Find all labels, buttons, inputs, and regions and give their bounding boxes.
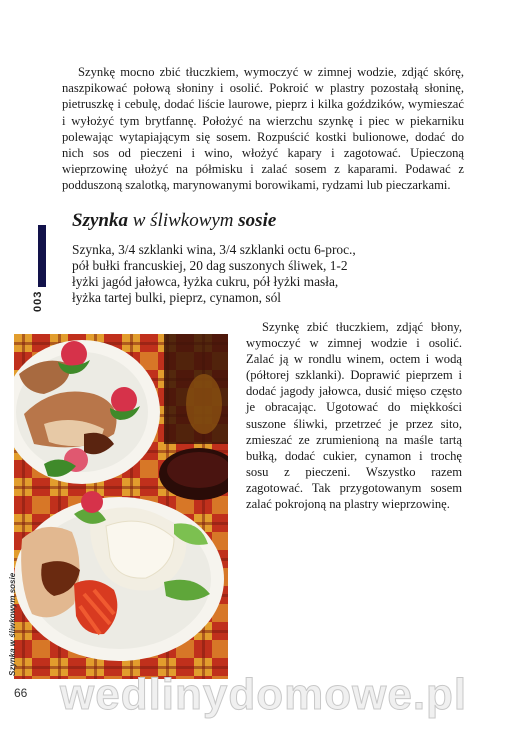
ingredients-line: łyżka tartej bulki, pieprz, cynamon, sól [72, 290, 281, 305]
recipe-title-part2: w śliwkowym [127, 210, 239, 231]
ingredients-list [72, 242, 372, 306]
watermark-text: wedlinydomowe.pl [60, 670, 468, 719]
side-code-label: 003 [32, 290, 44, 312]
ingredients-line: pół bułki francuskiej, 20 dag suszonych śliwek, 1-2 [72, 258, 348, 273]
ingredients-line: łyżki jagód jałowca, łyżka cukru, pół łyżki masła, [72, 274, 339, 289]
recipe-title-part1: Szynka [72, 210, 128, 231]
side-color-bar [38, 225, 46, 287]
recipe-title [72, 210, 492, 232]
page-number: 66 [14, 686, 28, 700]
recipe-title-part3: sosie [238, 210, 277, 231]
method-paragraph: Szynkę zbić tłuczkiem, zdjąć błony, wymoczyć w zimnej wodzie i osolić. Zalać ją w rondlu winem, octem i wodą (półtorej szklanki). Doprawić pieprzem i dodać jagody jałowca, dusić mięso często je obracając. Ugotować do miękkości suszone śliwki, przetrzeć je przez sito, zmieszać ze zrumienioną na maśle tartą bułką, dodać cukier, cynamon i trochę sosu z pieczeni. Wszystko razem zagotować. Tak przygotowanym sosem zalać pokrojoną na plastry wieprzowinę. [246, 320, 462, 512]
intro-paragraph: Szynkę mocno zbić tłuczkiem, wymoczyć w zimnej wodzie, zdjąć skórę, naszpikować połową słoniny i osolić. Pokroić w plastry pozostałą słoninę, pietruszkę i cebulę, dodać liście laurowe, pieprz i kilka goździków, wymieszać i wyłożyć tym brytfannę. Położyć na wierzchu szynkę i piec w piekarniku polewając wytapiającym się sosem. Rozpuścić kostki bulionowe, dodać do nich sos od pieczeni i wino, włożyć kapary i zagotować. Upieczoną wieprzowinę ułożyć na półmisku i zalać sosem z kaparami. Podawać z podduszoną szalotką, marynowanymi borowikami, rydzami lub pieczarkami. [62, 65, 464, 193]
side-caption: Szynka w śliwkowym sosie [8, 572, 17, 676]
ingredients-line: Szynka, 3/4 szklanki wina, 3/4 szklanki octu 6-proc., [72, 242, 356, 257]
dish-photo [14, 334, 228, 679]
